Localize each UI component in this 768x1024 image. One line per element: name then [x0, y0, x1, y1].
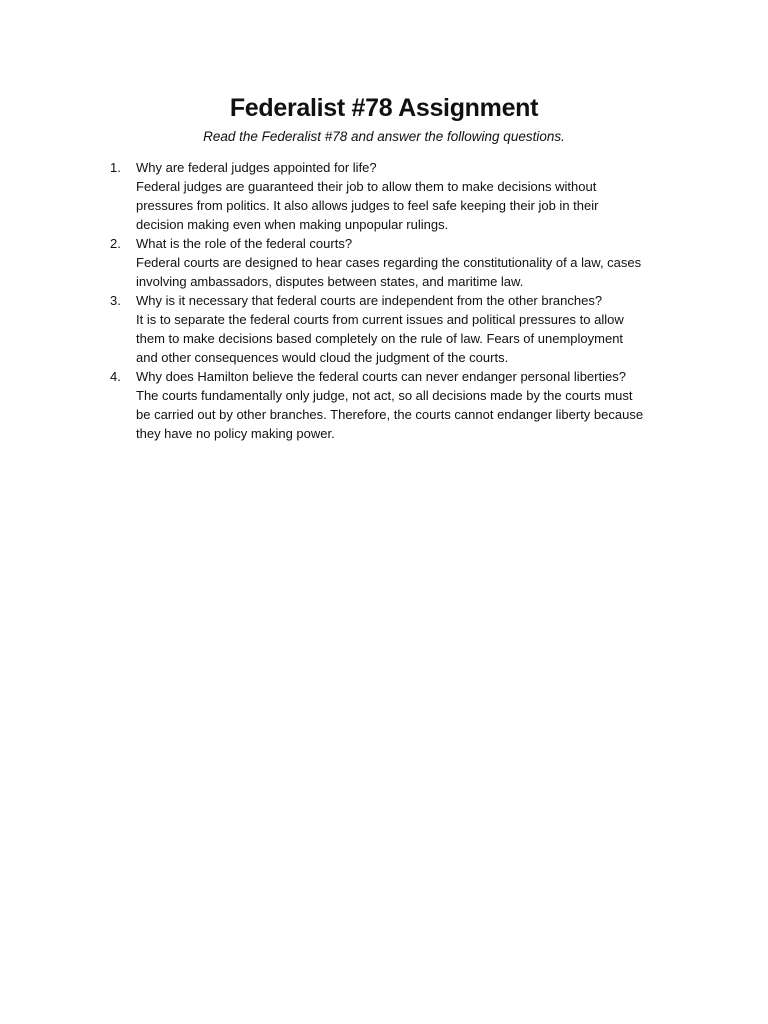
answer-line: them to make decisions based completely on the rule of law. Fears of unemployment: [136, 331, 624, 346]
answer-line: involving ambassadors, disputes between states, and maritime law.: [136, 274, 524, 289]
question-text: What is the role of the federal courts?: [136, 236, 353, 251]
question-item-4: [110, 367, 700, 443]
answer-line: they have no policy making power.: [136, 426, 335, 441]
question-text: Why is it necessary that federal courts are independent from the other branches?: [136, 293, 603, 308]
question-number: 3.: [110, 293, 121, 308]
answer-line: Federal judges are guaranteed their job to allow them to make decisions without: [136, 179, 597, 194]
question-number: 2.: [110, 236, 121, 251]
answer-line: It is to separate the federal courts from current issues and political pressures to allow: [136, 312, 624, 327]
question-list: [110, 158, 700, 443]
question-item-2: [110, 234, 700, 291]
answer-text: [136, 386, 700, 443]
question-number: 4.: [110, 369, 121, 384]
answer-text: [136, 310, 700, 367]
question-number: 1.: [110, 160, 121, 175]
answer-line: be carried out by other branches. Therefore, the courts cannot endanger liberty because: [136, 407, 644, 422]
question-text: Why are federal judges appointed for life?: [136, 160, 377, 175]
question-text: Why does Hamilton believe the federal courts can never endanger personal liberties?: [136, 369, 626, 384]
answer-text: [136, 253, 700, 291]
document-title: Federalist #78 Assignment: [229, 94, 539, 122]
question-item-3: [110, 291, 700, 367]
document-subtitle: Read the Federalist #78 and answer the following questions.: [203, 129, 565, 144]
question-item-1: [110, 158, 700, 234]
answer-line: decision making even when making unpopular rulings.: [136, 217, 449, 232]
answer-line: pressures from politics. It also allows judges to feel safe keeping their job in their: [136, 198, 599, 213]
answer-text: [136, 177, 700, 234]
answer-line: and other consequences would cloud the judgment of the courts.: [136, 350, 509, 365]
answer-line: The courts fundamentally only judge, not act, so all decisions made by the courts must: [136, 388, 633, 403]
answer-line: Federal courts are designed to hear cases regarding the constitutionality of a law, cases: [136, 255, 642, 270]
